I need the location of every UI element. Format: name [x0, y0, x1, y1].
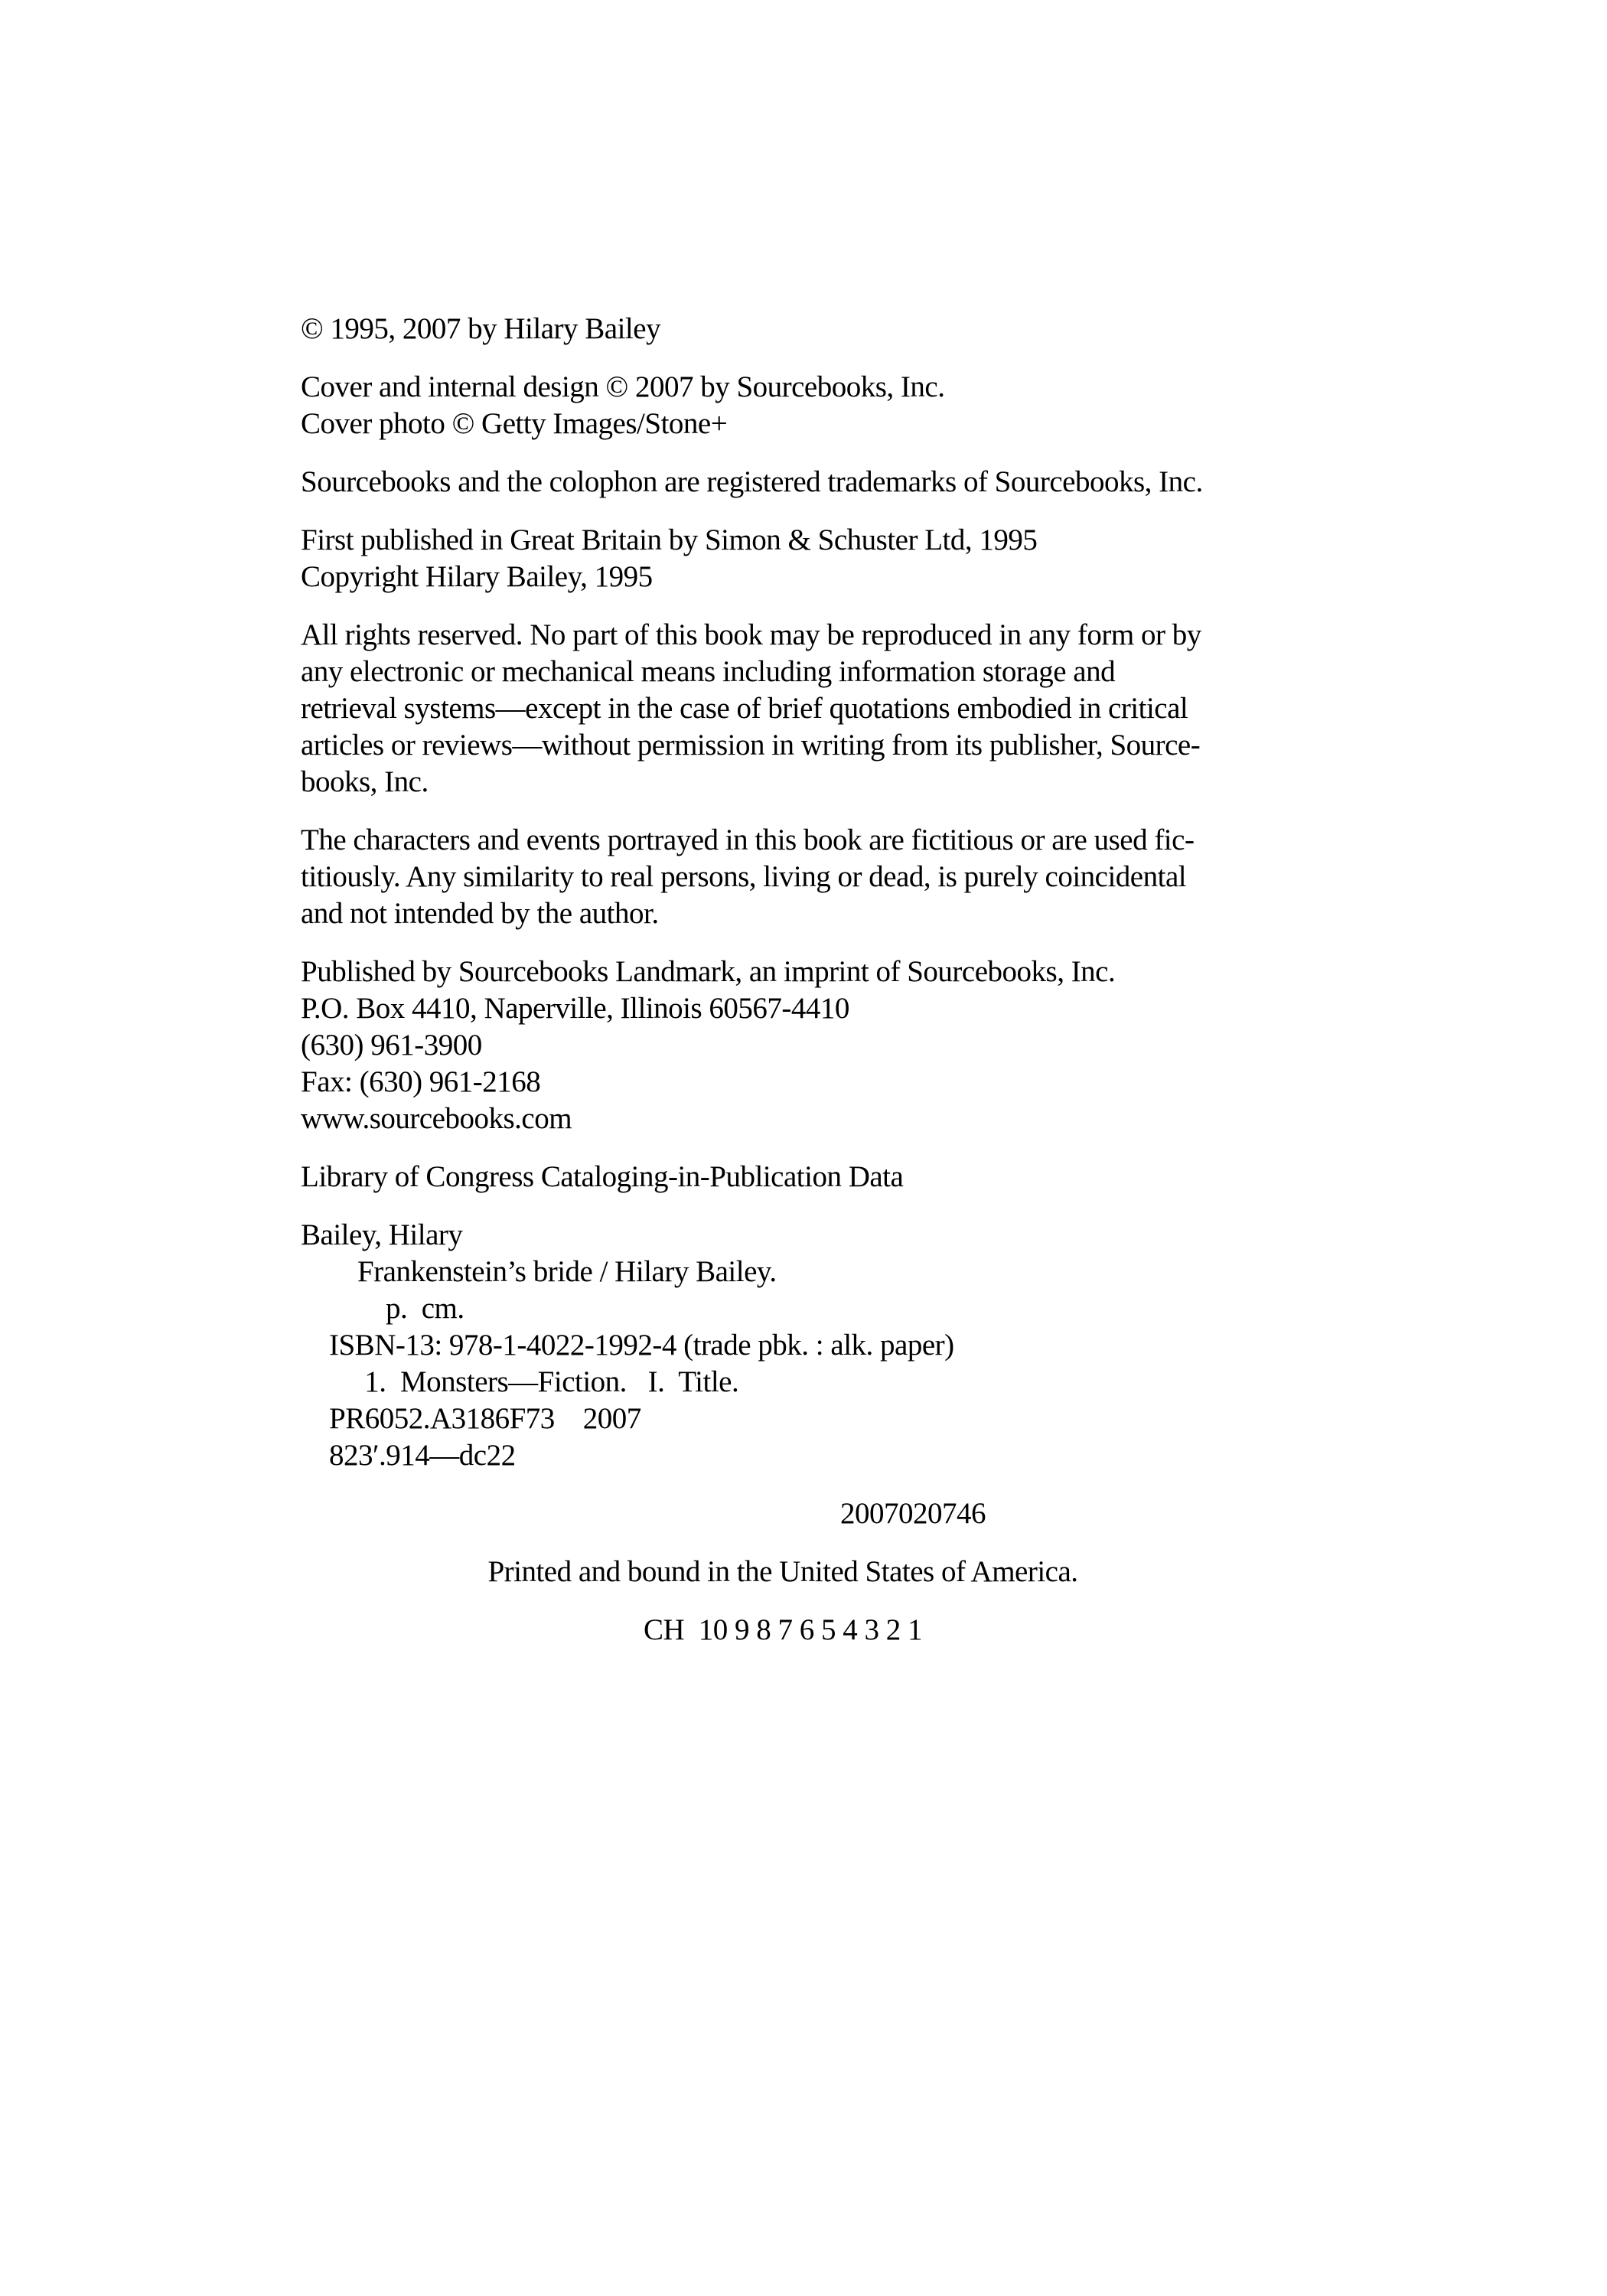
trademark-notice	[301, 464, 1265, 501]
design-credits	[301, 369, 1265, 442]
publisher-contact-block-line: Fax: (630) 961-2168	[301, 1065, 541, 1098]
cataloging-in-publication-data-line: p. cm.	[301, 1292, 464, 1325]
all-rights-reserved-paragraph	[301, 617, 1265, 801]
all-rights-reserved-paragraph-line: any electronic or mechanical means including information storage and	[301, 655, 1116, 688]
cataloging-in-publication-data-line: Frankenstein’s bride / Hilary Bailey.	[301, 1255, 777, 1288]
design-credits-line: Cover photo © Getty Images/Stone+	[301, 407, 728, 440]
all-rights-reserved-paragraph-line: All rights reserved. No part of this book may be reproduced in any form or by	[301, 618, 1201, 651]
all-rights-reserved-paragraph-line: retrieval systems—except in the case of brief quotations embodied in critical	[301, 692, 1188, 725]
cataloging-heading-line: Library of Congress Cataloging-in-Publication Data	[301, 1160, 904, 1193]
fiction-disclaimer-paragraph-line: The characters and events portrayed in this book are fictitious or are used fic-	[301, 823, 1195, 856]
cataloging-in-publication-data-line: PR6052.A3186F73 2007	[301, 1402, 641, 1435]
printing-line-line: CH 10 9 8 7 6 5 4 3 2 1	[644, 1613, 922, 1646]
publisher-contact-block-line: (630) 961-3900	[301, 1029, 482, 1062]
fiction-disclaimer-paragraph	[301, 822, 1265, 932]
cataloging-in-publication-data-line: ISBN-13: 978-1-4022-1992-4 (trade pbk. : alk. paper)	[301, 1329, 954, 1362]
fiction-disclaimer-paragraph-line: titiously. Any similarity to real persons, living or dead, is purely coincidental	[301, 860, 1187, 893]
printing-line	[301, 1612, 1265, 1649]
cataloging-in-publication-data	[301, 1217, 1265, 1474]
lccn-number-line: 2007020746	[840, 1497, 986, 1530]
cataloging-in-publication-data-line: 1. Monsters—Fiction. I. Title.	[301, 1365, 739, 1398]
all-rights-reserved-paragraph-line: articles or reviews—without permission in writing from its publisher, Source-	[301, 729, 1201, 762]
cataloging-in-publication-data-line: 823′.914—dc22	[301, 1439, 516, 1472]
cataloging-heading	[301, 1159, 1265, 1195]
fiction-disclaimer-paragraph-line: and not intended by the author.	[301, 897, 659, 930]
publisher-contact-block-line: www.sourcebooks.com	[301, 1102, 572, 1135]
first-published-notice-line: Copyright Hilary Bailey, 1995	[301, 560, 653, 593]
first-published-notice	[301, 522, 1265, 595]
copyright-text-block	[301, 311, 1265, 1670]
printed-in-notice-line: Printed and bound in the United States of America.	[487, 1555, 1078, 1588]
design-credits-line: Cover and internal design © 2007 by Sourcebooks, Inc.	[301, 370, 945, 403]
publisher-contact-block-line: Published by Sourcebooks Landmark, an imprint of Sourcebooks, Inc.	[301, 955, 1116, 988]
lccn-number	[301, 1495, 1265, 1532]
all-rights-reserved-paragraph-line: books, Inc.	[301, 765, 429, 798]
publisher-contact-block-line: P.O. Box 4410, Naperville, Illinois 60567-4410	[301, 992, 849, 1025]
first-published-notice-line: First published in Great Britain by Simon & Schuster Ltd, 1995	[301, 523, 1038, 556]
publisher-contact-block	[301, 954, 1265, 1137]
printed-in-notice	[301, 1554, 1265, 1590]
cataloging-in-publication-data-line: Bailey, Hilary	[301, 1218, 463, 1251]
trademark-notice-line: Sourcebooks and the colophon are registered trademarks of Sourcebooks, Inc.	[301, 465, 1203, 498]
copyright-notice-line: © 1995, 2007 by Hilary Bailey	[301, 312, 661, 345]
copyright-notice	[301, 311, 1265, 347]
